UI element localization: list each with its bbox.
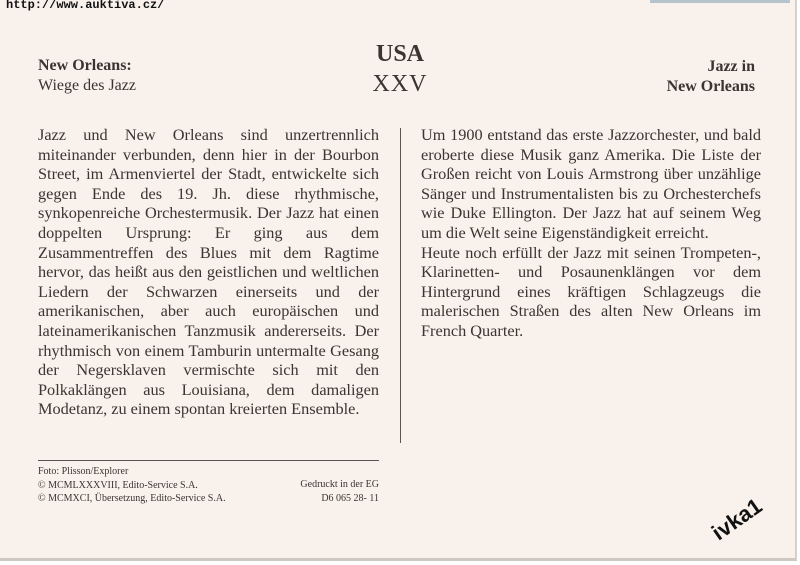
left-heading — [38, 56, 136, 96]
copyright-line-2: © MCMXCI, Übersetzung, Edito-Service S.A. — [38, 493, 226, 504]
footer-rule — [38, 460, 379, 461]
right-paragraph-1: Um 1900 entstand das erste Jazzorchester, und bald eroberte diese Musik ganz Amerika. Die Liste der Großen reicht von Louis Armstrong über unzählige Sänger und Instrumentalisten bis zu Orchesterchefs wie Duke Ellington. Der Jazz hat auf seinem Weg um die Welt seine Eigenständigkeit erreicht. — [421, 125, 761, 242]
left-text-column — [38, 125, 379, 419]
left-heading-subtitle: Wiege des Jazz — [38, 77, 136, 94]
photo-credit: Foto: Plisson/Explorer — [38, 466, 129, 477]
seller-signature: ivka1 — [707, 493, 767, 546]
right-heading — [667, 57, 755, 97]
credits-block — [38, 465, 226, 506]
product-code: D6 065 28- 11 — [321, 492, 379, 504]
copyright-line-1: © MCMLXXXVIII, Edito-Service S.A. — [38, 479, 198, 491]
right-text-column — [421, 125, 761, 341]
print-info — [290, 478, 379, 505]
series-number: XXV — [372, 71, 428, 97]
left-heading-title: New Orleans: — [38, 57, 132, 74]
right-paragraph-2: Heute noch erfüllt der Jazz mit seinen Trompeten-, Klarinetten- und Posaunenklängen vor dem Hintergrund eines kräftigen Schlagzeugs die malerischen Straßen des alten New Orleans im French Quarter. — [421, 242, 761, 340]
left-paragraph: Jazz und New Orleans sind unzertrennlich miteinander verbunden, denn hier in der Bourbon Street, im Armenviertel der Stadt, entwickelte sich gegen Ende des 19. Jh. diese rhythmische, synkopenreiche Orchestermusik. Der Jazz hat einen doppelten Ursprung: Er ging aus dem Zusammentreffen des Blues mit dem Ragtime hervor, das heißt aus den geistlichen und weltlichen Liedern der Schwarzen einerseits und der amerikanischen, aber auch europäischen und lateinamerikanischen Tanzmusik andererseits. Der rhythmisch von einem Tamburin untermalte Gesang der Negersklaven vermischte sich mit den Polkaklängen aus Louisiana, dem damaligen Modetanz, zu einem spontan kreierten Ensemble. — [38, 125, 379, 419]
top-edge-strip — [650, 0, 790, 3]
right-heading-line2: New Orleans — [666, 78, 755, 95]
watermark-url: http://www.auktiva.cz/ — [6, 0, 165, 12]
printed-in: Gedruckt in der EG — [300, 479, 379, 490]
series-label — [340, 40, 460, 100]
column-divider — [400, 128, 401, 443]
right-heading-line1: Jazz in — [707, 58, 755, 75]
country-title: USA — [375, 41, 424, 67]
